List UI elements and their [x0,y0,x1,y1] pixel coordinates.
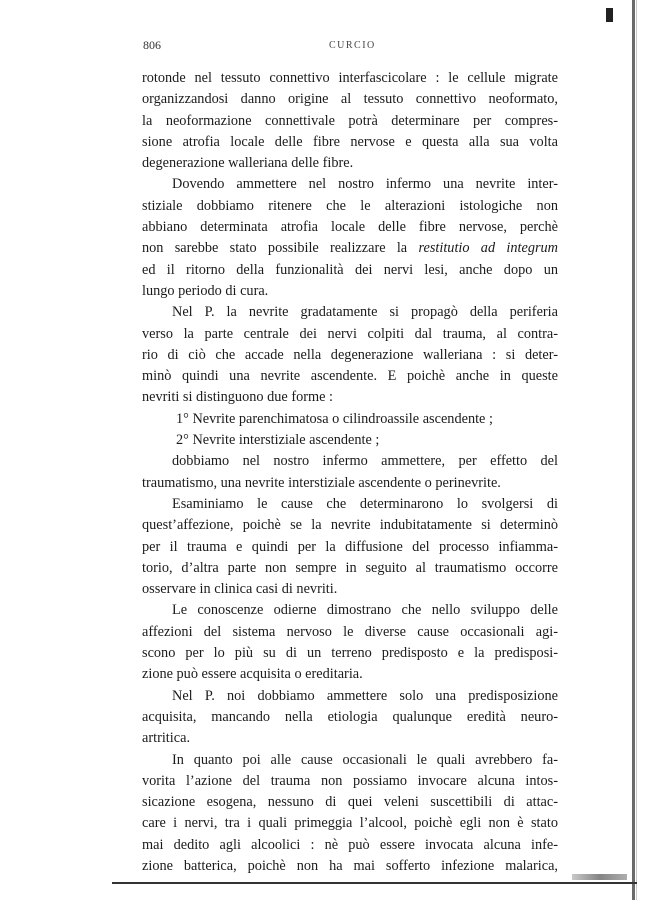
text-line: vorita l’azione del trauma non possiamo invocare alcuna intos- [142,772,558,789]
text-line: traumatismo, una nevrite interstiziale ascendente o perinevrite. [142,474,501,491]
text-line: stiziale dobbiamo ritenere che le alterazioni istologiche non [142,197,558,214]
text-line: acquisita, mancando nella etiologia qualunque eredità neuro- [142,708,558,725]
text-line-with-italic [142,238,558,259]
running-title: CURCIO [329,40,376,51]
text-line: verso la parte centrale dei nervi colpiti dal trauma, al contra- [142,325,558,342]
list-item: 2° Nevrite interstiziale ascendente ; [176,432,380,449]
page-number: 806 [143,38,161,52]
text-line: osservare in clinica casi di nevriti. [142,581,338,598]
text-line: dobbiamo nel nostro infermo ammettere, per effetto del [172,453,558,470]
text-line: la neoformazione connettivale potrà determinare per compres- [142,112,558,129]
text-line: In quanto poi alle cause occasionali le quali avrebbero fa- [172,751,558,768]
text-line: per il trauma e quindi per la diffusione del processo infiamma- [142,538,558,555]
page-edge-rule [632,0,635,900]
text-line: rotonde nel tessuto connettivo interfascicolare : le cellule migrate [142,70,558,86]
text-line: Nel P. la nevrite gradatamente si propagò della periferia [172,304,558,321]
italic-latin-phrase: restitutio ad integrum [418,240,559,257]
page-edge-shadow [636,0,637,900]
text-line: zione può essere acquisita o ereditaria. [142,666,363,683]
text-line: sione atrofia locale delle fibre nervose e questa alla sua volta [142,133,558,150]
text-line: quest’affezione, poichè se la nevrite indubitatamente si determinò [142,517,558,534]
text-line: mai dedito agli alcoolici : nè può essere invocata alcuna infe- [142,836,558,853]
text-line: degenerazione walleriana delle fibre. [142,155,354,172]
text-line: affezioni del sistema nervoso le diverse cause occasionali agi- [142,623,558,640]
text-line: Nel P. noi dobbiamo ammettere solo una predisposizione [172,687,558,704]
text-line: organizzandosi danno origine al tessuto connettivo neoformato, [142,91,558,108]
text-line: Esaminiamo le cause che determinarono lo svolgersi di [172,495,558,512]
text-line: nevriti si distinguono due forme : [142,389,333,406]
text-line: abbiano determinata atrofia locale delle fibre nervose, perchè [142,219,558,236]
list-item: 1° Nevrite parenchimatosa o cilindroassile ascendente ; [176,410,493,427]
text-fragment: non sarebbe stato possibile realizzare la [142,240,419,257]
scan-artifact [572,874,627,880]
text-line: torio, d’altra parte non sempre in seguito al traumatismo occorre [142,559,558,576]
text-line: scono per lo più su di un terreno predisposto e la predisposi- [142,645,558,662]
body-text [142,68,558,877]
text-line: zione batterica, poichè non ha mai sofferto infezione malarica, [142,857,558,874]
text-line: artritica. [142,730,191,747]
text-line: sicazione esogena, nessuno di quei veleni suscettibili di attac- [142,794,558,811]
text-line: Le conoscenze odierne dimostrano che nello sviluppo delle [172,602,558,619]
text-line: rio di ciò che accade nella degenerazione walleriana : si deter- [142,346,558,363]
text-line: ed il ritorno della funzionalità dei nervi lesi, anche dopo un [142,261,558,278]
bottom-edge-rule [112,882,637,884]
text-line: lungo periodo di cura. [142,282,269,299]
text-line: care i nervi, tra i quali primeggia l’alcool, poichè egli non è stato [142,815,558,832]
corner-tab-mark [606,8,613,22]
text-line: Dovendo ammettere nel nostro infermo una nevrite inter- [172,176,558,193]
text-line: minò quindi una nevrite ascendente. E poichè anche in queste [142,368,558,385]
